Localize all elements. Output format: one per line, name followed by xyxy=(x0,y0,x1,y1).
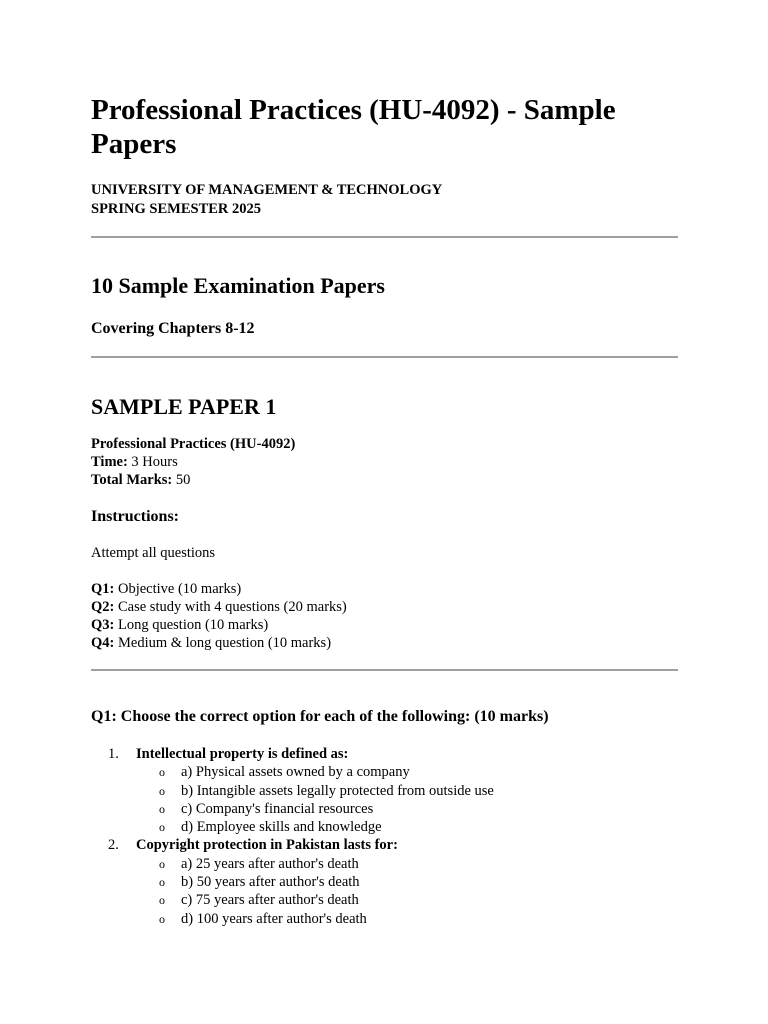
list-item xyxy=(136,873,678,891)
breakdown-label: Q3: xyxy=(91,617,115,633)
breakdown-row xyxy=(91,616,678,634)
list-item xyxy=(136,818,678,836)
marks-label: Total Marks: xyxy=(91,472,173,488)
option-text: c) Company's financial resources xyxy=(181,800,374,817)
list-item xyxy=(136,800,678,818)
question-text: Copyright protection in Pakistan lasts for: xyxy=(136,837,398,854)
q1-heading: Q1: Choose the correct option for each of the following: (10 marks) xyxy=(91,708,549,725)
option-list xyxy=(136,855,678,928)
breakdown-text: Objective (10 marks) xyxy=(117,581,242,597)
divider xyxy=(91,669,678,671)
breakdown-row xyxy=(91,598,678,616)
divider xyxy=(91,236,678,238)
marks-row xyxy=(91,471,678,489)
breakdown-row xyxy=(91,634,678,652)
list-item xyxy=(136,763,678,781)
option-text: b) 50 years after author's death xyxy=(181,874,360,891)
option-list xyxy=(136,763,678,836)
marks-value: 50 xyxy=(175,472,191,488)
breakdown-text: Long question (10 marks) xyxy=(117,617,269,633)
option-text: d) Employee skills and knowledge xyxy=(181,819,382,836)
breakdown-label: Q2: xyxy=(91,599,115,615)
option-text: b) Intangible assets legally protected from outside use xyxy=(181,782,494,799)
course-label: Professional Practices (HU-4092) xyxy=(91,436,296,452)
overview-subheading: Covering Chapters 8-12 xyxy=(91,320,255,337)
bullet-icon: o xyxy=(159,801,165,816)
bullet-icon: o xyxy=(159,911,165,926)
time-row xyxy=(91,453,678,471)
bullet-icon: o xyxy=(159,820,165,835)
list-item xyxy=(136,910,678,928)
course-name xyxy=(91,435,678,453)
breakdown-label: Q4: xyxy=(91,635,115,651)
bullet-icon: o xyxy=(159,893,165,908)
breakdown-text: Case study with 4 questions (20 marks) xyxy=(117,599,347,615)
list-item xyxy=(136,855,678,873)
question-number: 1. xyxy=(108,746,119,762)
question-number: 2. xyxy=(108,837,119,854)
document-title: Professional Practices (HU-4092) - Sample Papers xyxy=(91,94,616,160)
time-value: 3 Hours xyxy=(131,454,178,470)
list-item xyxy=(136,891,678,909)
time-label: Time: xyxy=(91,454,128,470)
instructions-text: Attempt all questions xyxy=(91,545,216,561)
option-text: c) 75 years after author's death xyxy=(181,892,359,909)
option-text: d) 100 years after author's death xyxy=(181,910,367,927)
option-text: a) Physical assets owned by a company xyxy=(181,764,410,781)
list-item xyxy=(91,836,678,927)
list-item xyxy=(136,782,678,800)
question-list xyxy=(91,745,678,928)
paper-heading: SAMPLE PAPER 1 xyxy=(91,394,277,419)
question-text: Intellectual property is defined as: xyxy=(136,746,349,762)
bullet-icon: o xyxy=(159,783,165,798)
bullet-icon: o xyxy=(159,875,165,890)
breakdown-row xyxy=(91,580,678,598)
university-name: UNIVERSITY OF MANAGEMENT & TECHNOLOGY xyxy=(91,182,443,198)
option-text: a) 25 years after author's death xyxy=(181,855,359,872)
semester-label: SPRING SEMESTER 2025 xyxy=(91,200,262,217)
document-page xyxy=(91,0,678,928)
marks-breakdown xyxy=(91,580,678,652)
instructions-heading: Instructions: xyxy=(91,508,180,525)
overview-heading: 10 Sample Examination Papers xyxy=(91,273,385,298)
list-item xyxy=(91,745,678,836)
bullet-icon: o xyxy=(159,856,165,871)
divider xyxy=(91,356,678,358)
breakdown-text: Medium & long question (10 marks) xyxy=(117,635,332,651)
bullet-icon: o xyxy=(159,765,165,780)
breakdown-label: Q1: xyxy=(91,581,115,597)
